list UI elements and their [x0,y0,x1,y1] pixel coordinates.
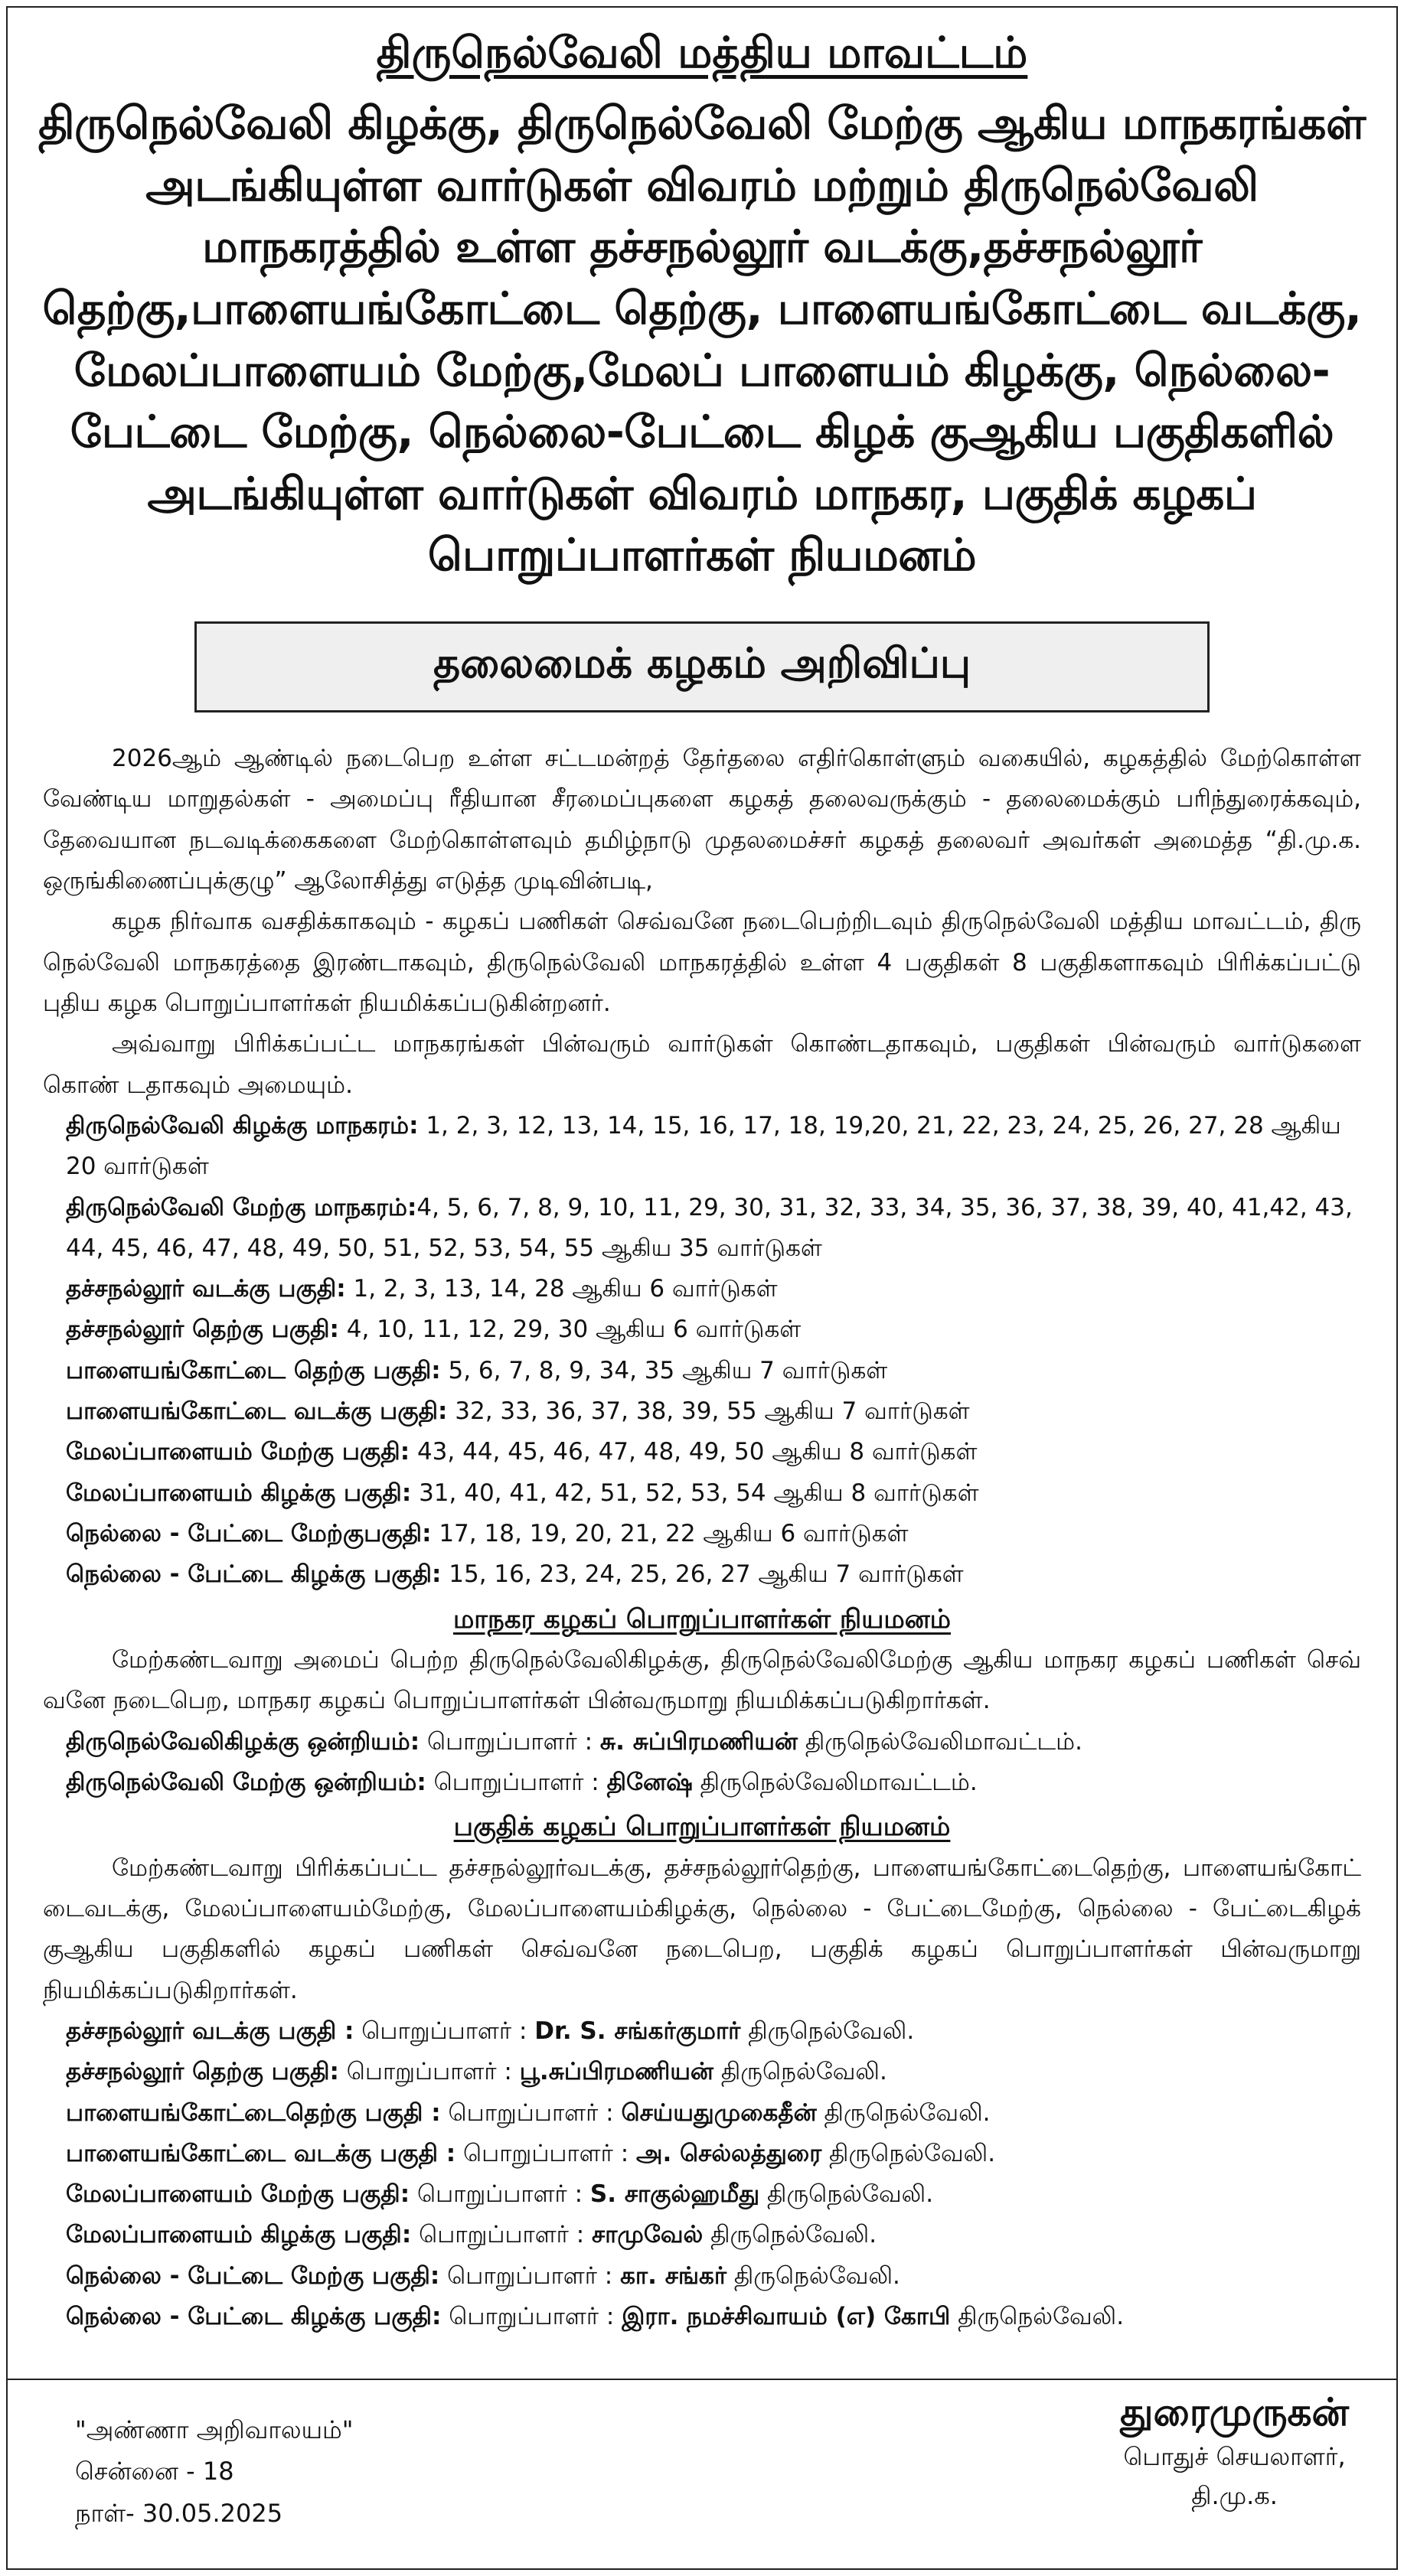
ward-value: 17, 18, 19, 20, 21, 22 ஆகிய 6 வார்டுகள் [431,1520,909,1547]
appointment-label: பாளையங்கோட்டைதெற்கு பகுதி : [66,2098,441,2127]
appointment-item [43,2297,1361,2337]
signatory-designation: பொதுச் செயலாளர், [1123,2442,1346,2471]
ward-item [43,1473,1361,1514]
appointment-item [43,2134,1361,2174]
appointment-role: பொறுப்பாளர் : [410,2180,590,2209]
area-section-intro: மேற்கண்டவாறு பிரிக்கப்பட்ட தச்சநல்லூர்வடக்கு, தச்சநல்லூர்தெற்கு, பாளையங்கோட்டைதெற்கு, பாளையங்கோட் டைவடக்கு, மேலப்பாளையம்மேற்கு, மேலப்பாளையம்கிழக்கு, நெல்லை - பேட்டைமேற்கு, நெல்லை - பேட்டைகிழக் குஆகிய பகுதிகளில் கழகப் பணிகள் செவ்வனே நடைபெற, பகுதிக் கழகப் பொறுப்பாளர்கள் பின்வருமாறு நியமிக்கப்படுகிறார்கள். [43,1854,1361,2004]
ward-label: திருநெல்வேலி மேற்கு மாநகரம்: [66,1193,417,1221]
appointment-label: தச்சநல்லூர் தெற்கு பகுதி: [66,2058,339,2086]
appointee-name: தினேஷ் [606,1768,693,1796]
area-section-title: பகுதிக் கழகப் பொறுப்பாளர்கள் நியமனம் [453,1811,951,1843]
appointee-place: திருநெல்வேலிமாவட்டம். [692,1768,978,1796]
signatory-name: துரைமுருகன் [1120,2390,1349,2434]
ward-value: 15, 16, 23, 24, 25, 26, 27 ஆகிய 7 வார்டுகள் [441,1560,964,1589]
ward-item [43,1432,1361,1472]
ward-label: பாளையங்கோட்டை தெற்கு பகுதி: [66,1356,441,1384]
appointee-name: இரா. நமச்சிவாயம் (எ) கோபி [622,2303,951,2331]
appointee-place: திருநெல்வேலி. [816,2098,991,2127]
ward-item [43,1554,1361,1595]
ward-label: நெல்லை - பேட்டை கிழக்கு பகுதி: [66,1560,442,1589]
ward-value: 4, 10, 11, 12, 29, 30 ஆகிய 6 வார்டுகள் [338,1316,802,1344]
appointee-name: கா. சங்கர் [620,2261,727,2290]
appointment-label: மேலப்பாளையம் மேற்கு பகுதி: [66,2180,410,2209]
appointment-role: பொறுப்பாளர் : [411,2221,593,2249]
intro-paragraph-1: 2026ஆம் ஆண்டில் நடைபெற உள்ள சட்டமன்றத் தேர்தலை எதிர்கொள்ளும் வகையில், கழகத்தில் மேற்கொள்ள வேண்டிய மாறுதல்கள் - அமைப்பு ரீதியான சீரமைப்புகளை கழகத் தலைவருக்கும் - தலைமைக்கும் பரிந்துரைக்கவும், தேவையான நடவடிக்கைகளை மேற்கொள்ளவும் தமிழ்நாடு முதலமைச்சர் கழகத் தலைவர் அவர்கள் அமைத்த “தி.மு.க. ஒருங்கிணைப்புக்குழு” ஆலோசித்து எடுத்த முடிவின்படி, [43,745,1361,895]
appointee-name: சாமுவேல் [592,2221,704,2249]
intro-paragraph-3: அவ்வாறு பிரிக்கப்பட்ட மாநகரங்கள் பின்வரும் வார்டுகள் கொண்டதாகவும், பகுதிகள் பின்வரும் வார்டுகளை கொண் டதாகவும் அமையும். [43,1030,1361,1099]
appointment-item [43,2011,1361,2052]
ward-value: 1, 2, 3, 13, 14, 28 ஆகிய 6 வார்டுகள் [345,1275,778,1303]
appointment-role: பொறுப்பாளர் : [441,2303,622,2331]
announcement-banner: தலைமைக் கழகம் அறிவிப்பு [194,621,1210,712]
ward-value: 4, 5, 6, 7, 8, 9, 10, 11, 29, 30, 31, 32, 33, 34, 35, 36, 37, 38, 39, 40, 41,42, 43, 44, 45, 46, 47, 48, 49, 50, 51, 52, 53, 54, 55 ஆகிய 35 வார்டுகள் [66,1193,1353,1262]
ward-list [43,1106,1361,1596]
ward-value: 32, 33, 36, 37, 38, 39, 55 ஆகிய 7 வார்டுகள் [447,1397,970,1426]
appointment-label: மேலப்பாளையம் கிழக்கு பகுதி: [66,2221,412,2249]
ward-item [43,1309,1361,1350]
appointee-place: திருநெல்வேலி. [703,2221,877,2249]
appointment-item [43,2093,1361,2134]
appointment-item [43,2215,1361,2255]
ward-label: தச்சநல்லூர் தெற்கு பகுதி: [66,1316,339,1344]
footer-divider [6,2379,1398,2380]
appointment-role: பொறுப்பாளர் : [440,2098,622,2127]
appointment-label: திருநெல்வேலிகிழக்கு ஒன்றியம்: [66,1727,420,1756]
announcement-body [43,739,1361,2337]
signature-block [1120,2388,1349,2516]
appointment-role: பொறுப்பாளர் : [338,2058,520,2086]
ward-item [43,1106,1361,1188]
appointment-role: பொறுப்பாளர் : [439,2261,621,2290]
appointment-role: பொறுப்பாளர் : [455,2139,636,2167]
district-title: திருநெல்வேலி மத்திய மாவட்டம் [376,28,1028,78]
headline: திருநெல்வேலி கிழக்கு, திருநெல்வேலி மேற்கு ஆகிய மாநகரங்கள் அடங்கியுள்ள வார்டுகள் விவரம் மற்றும் திருநெல்வேலி மாநகரத்தில் உள்ள தச்சநல்லூர் வடக்கு,தச்சநல்லூர் தெற்கு,பாளையங்கோட்டை தெற்கு, பாளையங்கோட்டை வடக்கு, மேலப்பாளையம் மேற்கு,மேலப் பாளையம் கிழக்கு, நெல்லை-பேட்டை மேற்கு, நெல்லை-பேட்டை கிழக் குஆகிய பகுதிகளில் அடங்கியுள்ள வார்டுகள் விவரம் மாநகர, பகுதிக் கழகப் பொறுப்பாளர்கள் நியமனம் [38,97,1366,582]
appointee-place: திருநெல்வேலி. [821,2139,996,2167]
ward-label: மேலப்பாளையம் மேற்கு பகுதி: [66,1438,410,1466]
city-section-title: மாநகர கழகப் பொறுப்பாளர்கள் நியமனம் [452,1603,952,1635]
ward-item [43,1269,1361,1309]
ward-label: திருநெல்வேலி கிழக்கு மாநகரம்: [66,1111,419,1140]
office-name: "அண்ணா அறிவாலயம்" [75,2415,354,2444]
ward-label: தச்சநல்லூர் வடக்கு பகுதி: [66,1275,346,1303]
ward-item [43,1351,1361,1391]
appointment-label: பாளையங்கோட்டை வடக்கு பகுதி : [66,2139,456,2167]
appointee-name: Dr. S. சங்கர்குமார் [534,2017,741,2045]
appointee-name: செய்யதுமுகைதீன் [621,2098,817,2127]
ward-item [43,1188,1361,1270]
appointment-label: தச்சநல்லூர் வடக்கு பகுதி : [66,2017,354,2045]
ward-label: நெல்லை - பேட்டை மேற்குபகுதி: [66,1520,432,1547]
appointee-place: திருநெல்வேலி. [713,2058,887,2086]
appointee-name: சு. சுப்பிரமணியன் [599,1727,798,1756]
appointment-item [43,2256,1361,2297]
appointee-place: திருநெல்வேலி. [740,2017,915,2045]
ward-value: 1, 2, 3, 12, 13, 14, 15, 16, 17, 18, 19,20, 21, 22, 23, 24, 25, 26, 27, 28 ஆகிய 20 வார்டுகள் [66,1111,1341,1181]
appointee-name: S. சாகுல்ஹமீது [589,2180,760,2209]
ward-label: மேலப்பாளையம் கிழக்கு பகுதி: [66,1479,412,1507]
ward-item [43,1391,1361,1432]
announcement-date: நாள்- 30.05.2025 [75,2498,283,2528]
appointment-role: பொறுப்பாளர் : [420,1727,600,1756]
appointment-item [43,1762,1361,1803]
ward-value: 43, 44, 45, 46, 47, 48, 49, 50 ஆகிய 8 வார்டுகள் [410,1438,978,1466]
appointment-role: பொறுப்பாளர் : [354,2017,535,2045]
appointment-item [43,1722,1361,1762]
appointee-name: அ. செல்லத்துரை [636,2139,822,2167]
ward-label: பாளையங்கோட்டை வடக்கு பகுதி: [66,1397,448,1426]
city-section-intro: மேற்கண்டவாறு அமைப் பெற்ற திருநெல்வேலிகிழக்கு, திருநெல்வேலிமேற்கு ஆகிய மாநகர கழகப் பணிகள் செவ் வனே நடைபெற, மாநகர கழகப் பொறுப்பாளர்கள் பின்வருமாறு நியமிக்கப்படுகிறார்கள். [43,1646,1361,1715]
appointee-place: திருநெல்வேலி. [726,2261,900,2290]
appointee-name: பூ.சுப்பிரமணியன் [519,2058,713,2086]
appointee-place: திருநெல்வேலி. [950,2303,1125,2331]
appointment-item [43,2174,1361,2215]
ward-value: 5, 6, 7, 8, 9, 34, 35 ஆகிய 7 வார்டுகள் [440,1356,888,1384]
appointee-place: திருநெல்வேலிமாவட்டம். [798,1727,1082,1756]
party-name: தி.மு.க. [1191,2481,1278,2511]
ward-value: 31, 40, 41, 42, 51, 52, 53, 54 ஆகிய 8 வார்டுகள் [411,1479,979,1507]
appointment-item [43,2052,1361,2092]
ward-item [43,1514,1361,1554]
appointment-label: நெல்லை - பேட்டை கிழக்கு பகுதி: [66,2303,442,2331]
intro-paragraph-2: கழக நிர்வாக வசதிக்காகவும் - கழகப் பணிகள் செவ்வனே நடைபெற்றிடவும் திருநெல்வேலி மத்திய மாவட்டம், திரு நெல்வேலி மாநகரத்தை இரண்டாகவும், திருநெல்வேலி மாநகரத்தில் உள்ள 4 பகுதிகள் 8 பகுதிகளாகவும் பிரிக்கப்பட்டு புதிய கழக பொறுப்பாளர்கள் நியமிக்கப்படுகின்றனர். [43,908,1361,1017]
appointment-label: நெல்லை - பேட்டை மேற்கு பகுதி: [66,2261,440,2290]
appointment-label: திருநெல்வேலி மேற்கு ஒன்றியம்: [66,1768,426,1796]
footer-address [75,2409,354,2534]
office-city: சென்னை - 18 [75,2457,234,2486]
appointee-place: திருநெல்வேலி. [759,2180,934,2209]
appointment-role: பொறுப்பாளர் : [426,1768,607,1796]
